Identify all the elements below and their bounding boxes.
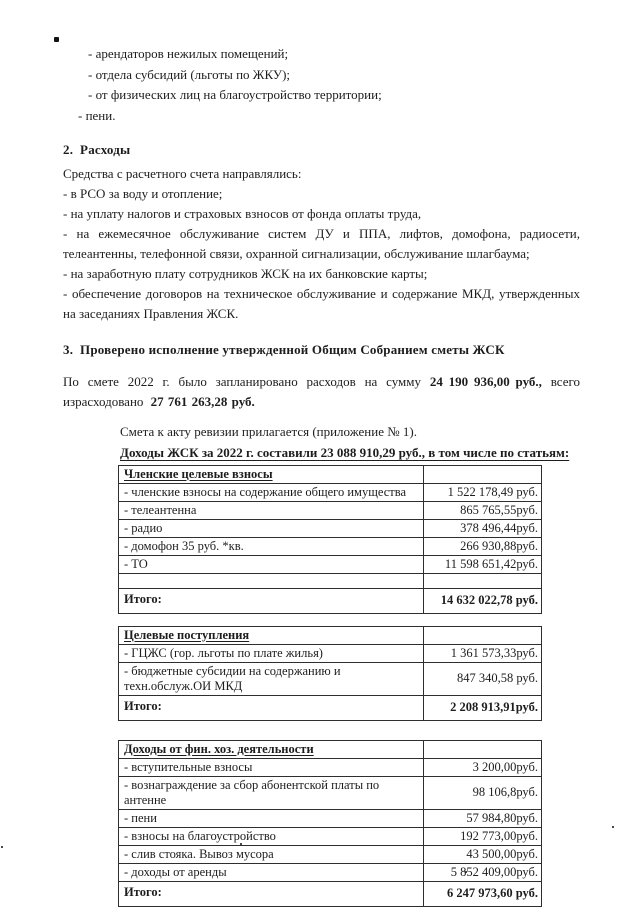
row-value: 57 984,80руб. <box>466 810 538 825</box>
table-fin-activity-income <box>118 740 542 907</box>
row-label: - домофон 35 руб. *кв. <box>119 538 424 555</box>
summary-text: всего израсходовано <box>63 373 581 409</box>
table-member-fees <box>118 465 542 614</box>
expenses-intro: Средства с расчетного счета направлялись: <box>63 165 302 181</box>
table-row <box>119 759 541 777</box>
row-value: 1 361 573,33руб. <box>450 645 538 660</box>
table-row <box>119 645 541 663</box>
row-value: 2 208 913,91руб. <box>450 700 538 714</box>
row-value: 5 852 409,00руб. <box>450 864 538 879</box>
spent-amount: 27 761 263,28 руб. <box>150 393 255 409</box>
row-value: 266 930,88руб. <box>460 538 538 553</box>
row-value: 43 500,00руб. <box>466 846 538 861</box>
row-label: - членские взносы на содержание общего имущества <box>119 484 424 501</box>
row-label: - слив стояка. Вывоз мусора <box>119 846 424 863</box>
row-label: Целевые поступления <box>119 627 424 644</box>
table-gap <box>63 614 580 626</box>
row-value <box>424 627 541 644</box>
row-label: Итого: <box>119 589 424 613</box>
table-row <box>119 696 541 720</box>
attachment-note: Смета к акту ревизии прилагается (приложение № 1). <box>120 423 417 439</box>
list-item: - на заработную плату сотрудников ЖСК на их банковские карты; <box>63 265 428 281</box>
row-value: 3 200,00руб. <box>472 759 538 774</box>
row-label: - телеантенна <box>119 502 424 519</box>
row-value <box>424 741 541 758</box>
table-row <box>119 484 541 502</box>
list-item: - в РСО за воду и отопление; <box>63 185 223 201</box>
row-label: Доходы от фин. хоз. деятельности <box>119 741 424 758</box>
row-label: - вступительные взносы <box>119 759 424 776</box>
scan-speck <box>612 826 614 828</box>
table-row <box>119 741 541 759</box>
row-value <box>424 466 541 483</box>
row-label: - вознаграждение за сбор абонентской платы по антенне <box>119 777 424 809</box>
row-value: 98 106,8руб. <box>472 785 538 799</box>
income-sources-list <box>63 44 580 126</box>
row-label: Итого: <box>119 696 424 720</box>
table-row <box>119 520 541 538</box>
list-item: - отдела субсидий (льготы по ЖКУ); <box>88 66 291 82</box>
table-row <box>119 882 541 906</box>
table-row <box>119 663 541 696</box>
row-label: - ТО <box>119 556 424 573</box>
table-target-receipts <box>118 626 542 721</box>
list-item: - на уплату налогов и страховых взносов от фонда оплаты труда, <box>63 205 422 221</box>
table-row <box>119 538 541 556</box>
row-value: 6 247 973,60 руб. <box>447 886 538 900</box>
summary-text: По смете 2022 г. было запланировано расходов на сумму <box>63 373 421 389</box>
row-label: - доходы от аренды <box>119 864 424 881</box>
table-row <box>119 627 541 645</box>
section-3-heading: 3. Проверено исполнение утвержденной Общим Собранием сметы ЖСК <box>63 341 505 357</box>
row-label: Членские целевые взносы <box>119 466 424 483</box>
table-row <box>119 502 541 520</box>
row-value: 11 598 651,42руб. <box>444 556 538 571</box>
row-label: Итого: <box>119 882 424 906</box>
row-label: - пени <box>119 810 424 827</box>
income-total-heading: Доходы ЖСК за 2022 г. составили 23 088 910,29 руб., в том числе по статьям: <box>120 444 570 460</box>
table-gap <box>63 721 580 740</box>
row-label: - бюджетные субсидии на содержанию и техн.обслуж.ОИ МКД <box>119 663 424 695</box>
document-content <box>63 44 580 907</box>
table-row <box>119 828 541 846</box>
table-row <box>119 589 541 613</box>
row-label: - взносы на благоустройство <box>119 828 424 845</box>
row-label <box>119 574 424 588</box>
section-2-heading: 2. Расходы <box>63 141 131 157</box>
list-item: - на ежемесячное обслуживание систем ДУ и ППА, лифтов, домофона, радиосети, телеантенны, телефонной связи, охранной сигнализации, обслуживание шлагбаума; <box>63 225 580 261</box>
row-value: 847 340,58 руб. <box>456 671 538 685</box>
table-row <box>119 810 541 828</box>
row-label: - радио <box>119 520 424 537</box>
planned-amount: 24 190 936,00 руб., <box>429 373 542 389</box>
list-item: - от физических лиц на благоустройство территории; <box>88 87 382 102</box>
list-item: - пени. <box>78 107 116 123</box>
row-value <box>424 574 541 588</box>
row-label: - ГЦЖС (гор. льготы по плате жилья) <box>119 645 424 662</box>
list-item: - арендаторов нежилых помещений; <box>88 46 289 61</box>
table-row <box>119 574 541 589</box>
table-row <box>119 777 541 810</box>
row-value: 378 496,44руб. <box>460 520 538 535</box>
table-row <box>119 466 541 484</box>
row-value: 1 522 178,49 руб. <box>447 484 538 499</box>
list-item: - обеспечение договоров на техническое обслуживание и содержание МКД, утвержденных на заседаниях Правления ЖСК. <box>63 285 580 321</box>
table-row <box>119 864 541 882</box>
scan-speck <box>1 846 3 848</box>
row-value: 865 765,55руб. <box>460 502 538 517</box>
expenses-list <box>63 164 580 324</box>
row-value: 192 773,00руб. <box>460 828 538 843</box>
table-row <box>119 556 541 574</box>
row-value: 14 632 022,78 руб. <box>440 593 538 607</box>
table-row <box>119 846 541 864</box>
scan-speck <box>54 37 59 42</box>
budget-summary-paragraph <box>63 372 580 412</box>
